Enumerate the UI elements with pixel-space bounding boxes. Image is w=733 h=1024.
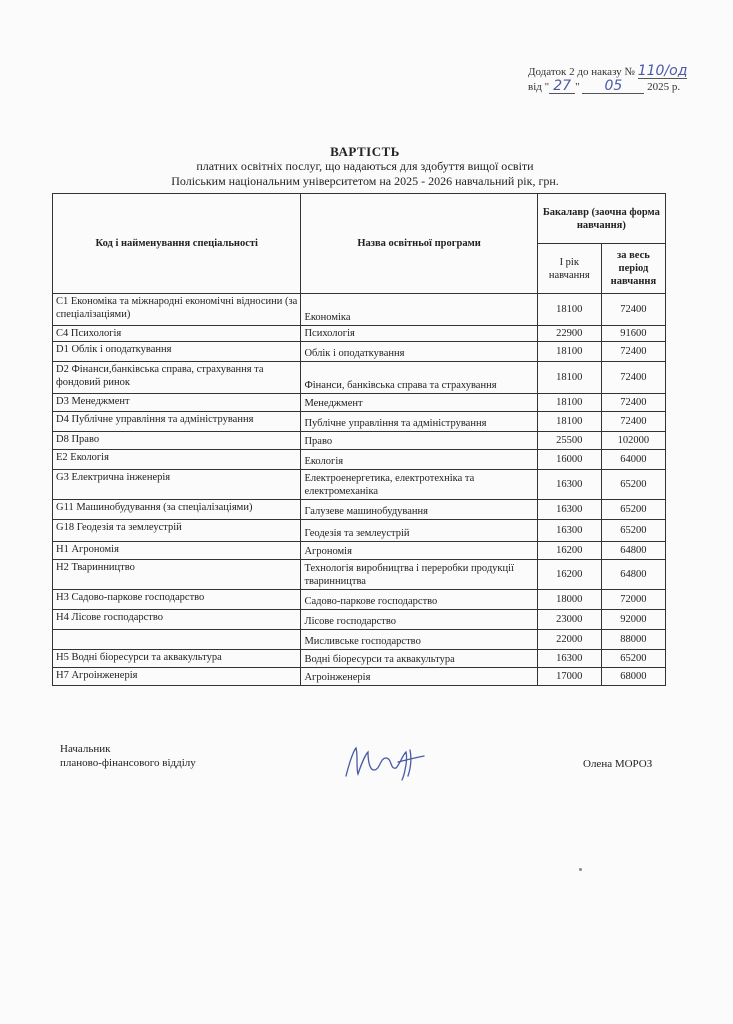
specialty-cell: Н7 Агроінженерія [53, 668, 301, 686]
title-line2: Поліським національним університетом на 2025 - 2026 навчальний рік, грн. [171, 174, 559, 188]
program-cell: Агроінженерія [301, 668, 537, 686]
program-cell: Лісове господарство [301, 610, 537, 630]
program-cell: Геодезія та землеустрій [301, 520, 537, 542]
table-row [53, 610, 666, 630]
full-period-cost: 65200 [601, 470, 665, 500]
specialty-cell [53, 630, 301, 650]
program-cell: Облік і оподаткування [301, 342, 537, 362]
full-period-cost: 64800 [601, 542, 665, 560]
signatory-position [60, 742, 196, 770]
table-row [53, 342, 666, 362]
first-year-cost: 25500 [537, 432, 601, 450]
first-year-cost: 17000 [537, 668, 601, 686]
full-period-cost: 65200 [601, 500, 665, 520]
date-year: 2025 р. [647, 81, 681, 93]
table-row [53, 362, 666, 394]
specialty-cell: D3 Менеджмент [53, 394, 301, 412]
date-prefix: від [528, 81, 542, 93]
table-row [53, 432, 666, 450]
appendix-text: Додаток 2 до наказу № [528, 66, 635, 78]
first-year-cost: 22000 [537, 630, 601, 650]
full-period-cost: 64800 [601, 560, 665, 590]
table-row [53, 650, 666, 668]
program-cell: Менеджмент [301, 394, 537, 412]
full-period-cost: 102000 [601, 432, 665, 450]
signature-image [340, 740, 430, 784]
specialty-cell: Н3 Садово-паркове господарство [53, 590, 301, 610]
specialty-cell: D4 Публічне управління та адміністрування [53, 412, 301, 432]
full-period-cost: 88000 [601, 630, 665, 650]
program-cell: Мисливське господарство [301, 630, 537, 650]
first-year-cost: 18100 [537, 342, 601, 362]
first-year-cost: 16300 [537, 650, 601, 668]
full-period-cost: 72400 [601, 362, 665, 394]
full-period-cost: 72000 [601, 590, 665, 610]
specialty-cell: Н2 Тваринництво [53, 560, 301, 590]
specialty-cell: G3 Електрична інженерія [53, 470, 301, 500]
program-cell: Психологія [301, 326, 537, 342]
full-period-cost: 72400 [601, 342, 665, 362]
table-row [53, 470, 666, 500]
header-program: Назва освітньої програми [301, 194, 537, 294]
table-row [53, 560, 666, 590]
first-year-cost: 18100 [537, 412, 601, 432]
full-period-cost: 65200 [601, 650, 665, 668]
first-year-cost: 16200 [537, 542, 601, 560]
full-period-cost: 68000 [601, 668, 665, 686]
program-cell: Водні біоресурси та аквакультура [301, 650, 537, 668]
table-row [53, 630, 666, 650]
title-line1: платних освітніх послуг, що надаються для здобуття вищої освіти [196, 159, 534, 173]
first-year-cost: 18100 [537, 394, 601, 412]
order-number: 110/од [637, 63, 688, 79]
header-first-year: I рік навчання [537, 244, 601, 294]
full-period-cost: 65200 [601, 520, 665, 542]
specialty-cell: Е2 Екологія [53, 450, 301, 470]
first-year-cost: 18100 [537, 294, 601, 326]
first-year-cost: 18100 [537, 362, 601, 394]
date-day: 27 [549, 79, 575, 94]
program-cell: Електроенергетика, електротехніка та електромеханіка [301, 470, 537, 500]
first-year-cost: 16300 [537, 470, 601, 500]
specialty-cell: D2 Фінанси,банківська справа, страхування та фондовий ринок [53, 362, 301, 394]
full-period-cost: 64000 [601, 450, 665, 470]
full-period-cost: 72400 [601, 394, 665, 412]
program-cell: Економіка [301, 294, 537, 326]
header-specialty: Код і найменування спеціальності [53, 194, 301, 294]
costs-table [52, 193, 666, 686]
scan-speck [579, 868, 582, 871]
table-row [53, 520, 666, 542]
table-row [53, 294, 666, 326]
specialty-cell: Н1 Агрономія [53, 542, 301, 560]
table-row [53, 450, 666, 470]
title-main: ВАРТІСТЬ [330, 144, 400, 159]
program-cell: Екологія [301, 450, 537, 470]
appendix-note: Додаток 2 до наказу № 110/од від " 27 " 05 2025 р. [528, 63, 688, 94]
full-period-cost: 72400 [601, 412, 665, 432]
program-cell: Публічне управління та адміністрування [301, 412, 537, 432]
signatory-name: Олена МОРОЗ [583, 758, 653, 770]
first-year-cost: 22900 [537, 326, 601, 342]
table-row [53, 412, 666, 432]
table-row [53, 542, 666, 560]
program-cell: Право [301, 432, 537, 450]
table-row [53, 590, 666, 610]
specialty-cell: С4 Психологія [53, 326, 301, 342]
specialty-cell: Н4 Лісове господарство [53, 610, 301, 630]
date-month: 05 [582, 79, 644, 94]
document-title [60, 144, 670, 189]
first-year-cost: 16300 [537, 520, 601, 542]
program-cell: Технологія виробництва і переробки продукції тваринництва [301, 560, 537, 590]
specialty-cell: G18 Геодезія та землеустрій [53, 520, 301, 542]
program-cell: Агрономія [301, 542, 537, 560]
table-row [53, 326, 666, 342]
header-full-period: за весь період навчання [601, 244, 665, 294]
first-year-cost: 16000 [537, 450, 601, 470]
table-row [53, 500, 666, 520]
header-bachelor: Бакалавр (заочна форма навчання) [537, 194, 665, 244]
full-period-cost: 72400 [601, 294, 665, 326]
specialty-cell: D8 Право [53, 432, 301, 450]
specialty-cell: D1 Облік і оподаткування [53, 342, 301, 362]
position-line1: Начальник [60, 743, 111, 755]
first-year-cost: 18000 [537, 590, 601, 610]
full-period-cost: 91600 [601, 326, 665, 342]
program-cell: Фінанси, банківська справа та страхування [301, 362, 537, 394]
specialty-cell: G11 Машинобудування (за спеціалізаціями) [53, 500, 301, 520]
full-period-cost: 92000 [601, 610, 665, 630]
position-line2: планово-фінансового відділу [60, 757, 196, 769]
first-year-cost: 23000 [537, 610, 601, 630]
program-cell: Галузеве машинобудування [301, 500, 537, 520]
table-row [53, 668, 666, 686]
program-cell: Садово-паркове господарство [301, 590, 537, 610]
specialty-cell: С1 Економіка та міжнародні економічні відносини (за спеціалізаціями) [53, 294, 301, 326]
first-year-cost: 16200 [537, 560, 601, 590]
specialty-cell: Н5 Водні біоресурси та аквакультура [53, 650, 301, 668]
table-row [53, 394, 666, 412]
first-year-cost: 16300 [537, 500, 601, 520]
